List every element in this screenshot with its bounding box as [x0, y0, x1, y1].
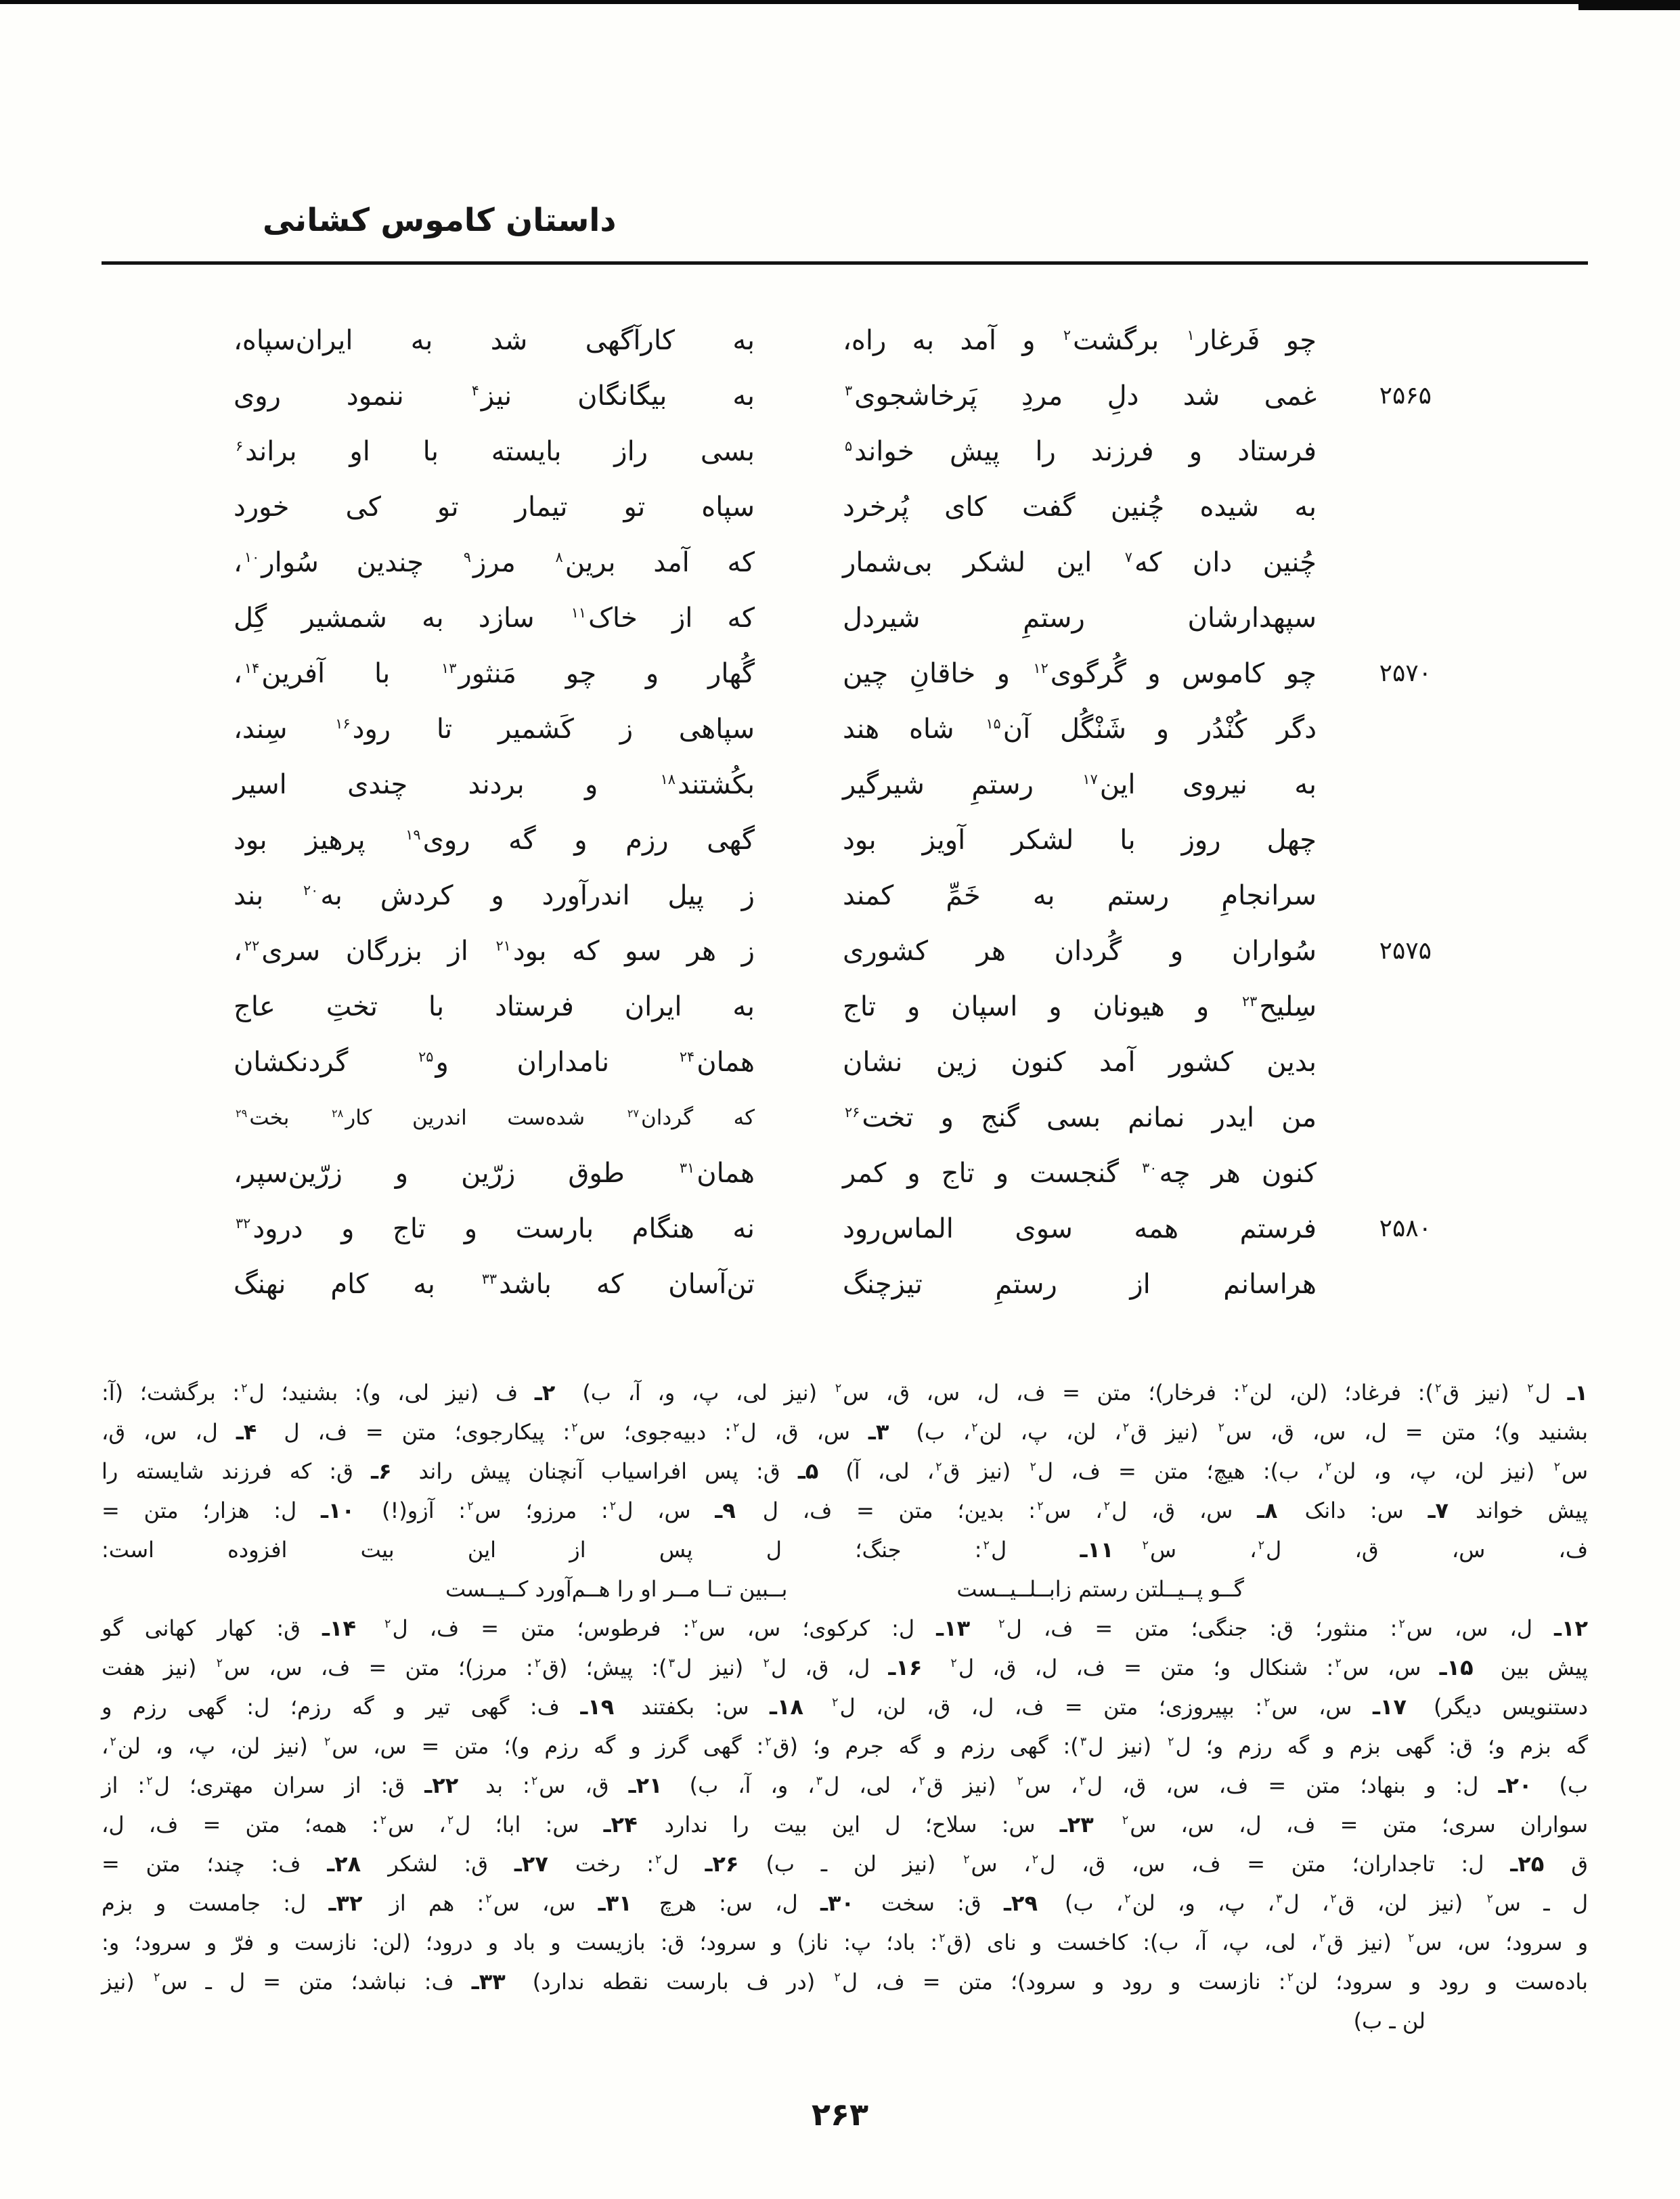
- footnote-line: ۱ـ ل$^۲$ (نیز ق$^۲$): فرغاد؛ (لن، لن$^۲$: فرخار)؛ متن = ف، ل، س، ق، س$^۲$ (نیز لی، پ، و، آ، ب)۲ـ ف (نیز لی، و): بشنید؛ ل$^۲$: برگشت؛ (آ:: [102, 1380, 1589, 1406]
- footnote-marker: ۲: [971, 1421, 978, 1435]
- footnote-marker: ۲: [1330, 1892, 1337, 1907]
- footnote-marker: ۲: [1287, 1971, 1294, 1985]
- hemistich-left: به بیگانگان نیز$^۴$ ننمود روی: [234, 380, 755, 412]
- footnote-marker: ۱۰: [244, 548, 260, 565]
- verse-number: ۲۵۶۵: [1379, 382, 1432, 410]
- footnote-marker: ۲: [950, 1657, 957, 1671]
- hemistich-right: چو فَرغار$^۱$ برگشت$^۲$ و آمد به راه،: [843, 325, 1317, 356]
- footnote-entry-number: ۱ـ: [1567, 1380, 1589, 1406]
- hemistich-left: بسی راز بایسته با او براند$^۶$: [236, 436, 755, 467]
- hemistich-left: به ایران فرستاد با تختِ عاج: [234, 991, 755, 1022]
- footnote-marker: ۲: [146, 1775, 153, 1789]
- verse-number: [1344, 701, 1432, 757]
- footnote-marker: ۲۸: [331, 1106, 344, 1120]
- footnote-entry-number: ۳۰ـ: [820, 1890, 854, 1916]
- hemistich-right: سِلیح$^{۲۳}$ و هیونان و اسپان و تاج: [843, 991, 1317, 1022]
- footnote-entry-number: ۲۶ـ: [705, 1851, 739, 1877]
- scan-corner-artifact: [1578, 0, 1680, 10]
- verse-number: [1344, 812, 1432, 868]
- hemistich-left: سپاهی ز کَشمیر تا رود$^{۱۶}$ سِند،: [234, 714, 755, 745]
- interpolated-verse-right: گــو پــیــلتن رستم زابــلــیــست: [956, 1576, 1244, 1602]
- poem-column-second-hemistichs: [234, 313, 755, 1312]
- verse-number: [1344, 424, 1432, 479]
- footnote-entry-number: ۱۶ـ: [888, 1655, 923, 1680]
- hemistich-right: غمی شد دلِ مردِ پَرخاشجوی$^۳$: [845, 380, 1317, 412]
- hemistich-right: به شیده چُنین گفت کای پُرخرد: [843, 492, 1317, 523]
- footnote-entry-number: ۵ـ: [797, 1458, 819, 1484]
- footnote-marker: ۲۰: [303, 881, 319, 898]
- footnote-marker: ۲: [324, 1735, 331, 1749]
- hemistich-right: هراسانم از رستمِ تیزچنگ: [843, 1269, 1317, 1300]
- footnote-entry-number: ۱۰ـ: [320, 1498, 355, 1523]
- footnote-entry-number: ۳۳ـ: [471, 1969, 506, 1995]
- footnote-marker: ۳: [1080, 1735, 1087, 1749]
- footnote-entry-number: ۲۹ـ: [1003, 1890, 1038, 1916]
- hemistich-right: سپهدارشان رستمِ شیردل: [843, 603, 1317, 634]
- footnote-marker: ۲: [609, 1500, 617, 1514]
- footnote-entry-number: ۱۱ـ: [1080, 1537, 1114, 1563]
- hemistich-left: گهی رزم و گه روی$^{۱۹}$ پرهیز بود: [234, 825, 755, 856]
- footnote-marker: ۲: [765, 1735, 772, 1749]
- footnote-marker: ۲: [1168, 1735, 1174, 1749]
- hemistich-right: به نیروی این$^{۱۷}$ رستمِ شیرگیر: [843, 769, 1317, 800]
- verse-number: [1344, 313, 1432, 368]
- footnote-marker: ۲: [216, 1657, 223, 1671]
- hemistich-right: کنون هر چه$^{۳۰}$ گنجست و تاج و کمر: [843, 1158, 1317, 1189]
- footnote-entry-number: ۲۴ـ: [603, 1812, 638, 1837]
- footnote-entry-number: ۲۱ـ: [628, 1772, 663, 1798]
- verse-number: [1344, 1257, 1432, 1312]
- footnote-entry-number: ۱۲ـ: [1554, 1615, 1589, 1641]
- verse-number: [1344, 1090, 1432, 1146]
- footnote-marker: ۲۶: [845, 1104, 860, 1120]
- footnote-marker: ۱: [1187, 326, 1195, 343]
- footnote-marker: ۲: [1218, 1421, 1224, 1435]
- footnote-marker: ۲۴: [679, 1048, 695, 1065]
- footnote-marker: ۲: [1032, 1853, 1039, 1867]
- footnote-marker: ۷: [1124, 548, 1132, 565]
- footnote-marker: ۲: [380, 1814, 387, 1828]
- hemistich-left: که از خاک$^{۱۱}$ سازد به شمشیر گِل: [234, 603, 755, 634]
- footnote-marker: ۱۱: [571, 604, 587, 621]
- footnote-line: و سرود؛ س، س$^۲$ (نیز ق$^۲$، لی، پ، آ، ب): کاخست و نای (ق$^۲$: باد؛ پ: ناز) و سرود؛ ق: بازیست و باد و درود؛ (لن: نازست و فرّ و سرود؛ و:: [102, 1930, 1589, 1955]
- footnote-entry-number: ۲۵ـ: [1510, 1851, 1545, 1877]
- footnote-marker: ۲: [447, 1814, 454, 1828]
- hemistich-left: نه هنگام بارست و تاج و درود$^{۳۲}$: [236, 1213, 755, 1244]
- footnote-marker: ۲: [1142, 1539, 1149, 1553]
- footnote-marker: ۲: [1319, 1932, 1326, 1946]
- footnote-entry-number: ۲۲ـ: [424, 1772, 459, 1798]
- footnote-marker: ۱۵: [986, 715, 1001, 732]
- hemistich-right: سُواران و گُردان هر کشوری: [843, 936, 1317, 967]
- footnote-entry-number: ۱۵ـ: [1439, 1655, 1474, 1680]
- footnote-marker: ۲: [485, 1892, 492, 1907]
- footnote-entry-number: ۳۲ـ: [328, 1890, 363, 1916]
- interpolated-verse: [102, 1569, 1588, 1609]
- footnote-marker: ۲: [1408, 1932, 1415, 1946]
- footnote-marker: ۲: [571, 1421, 578, 1435]
- verse-number: [1344, 479, 1432, 535]
- footnote-entry-number: ۲ـ: [534, 1380, 556, 1406]
- footnote-marker: ۲: [1122, 1814, 1129, 1828]
- footnote-marker: ۲: [1030, 1460, 1036, 1475]
- footnote-line: سواران سری؛ متن = ف، ل، س، س$^۲$۲۳ـ س: سلاح؛ ل این بیت را ندارد۲۴ـ س: ابا؛ ل$^۲$، س$^۲$: همه؛ متن = ف، ل،: [102, 1812, 1588, 1837]
- footnote-line: ب)۲۰ـ ل: و بنهاد؛ متن = ف، س، ق، ل$^۲$، س$^۲$ (نیز ق$^۲$، لی، ل$^۳$، و، آ، ب)۲۱ـ ق، س$^۲$: بد۲۲ـ ق: از سران مهتری؛ ل$^۲$: از: [102, 1772, 1589, 1798]
- verse-number-column: [1344, 313, 1432, 1312]
- footnote-line: ق۲۵ـ ل: تاجداران؛ متن = ف، س، ق، ل$^۲$، س$^۲$ (نیز لن ـ ب)۲۶ـ ل$^۲$: رخت۲۷ـ ق: لشکر۲۸ـ ف: چند؛ متن =: [102, 1851, 1589, 1877]
- verse-number: ۲۵۸۰: [1379, 1215, 1432, 1242]
- hemistich-right: فرستاد و فرزند را پیش خواند$^۵$: [845, 436, 1317, 467]
- header-rule: [102, 261, 1588, 265]
- footnote-marker: ۲: [1434, 1382, 1442, 1396]
- hemistich-left: همان$^{۲۴}$ نامداران و$^{۲۵}$ گردنکشان: [234, 1047, 755, 1078]
- interpolated-verse-left: بــبین تــا مــر او را هــم‌آورد کــیــست: [445, 1576, 788, 1602]
- footnote-marker: ۲: [1325, 1460, 1332, 1475]
- critical-apparatus-footnotes: [102, 1373, 1588, 2041]
- hemistich-right: چهل روز با لشکر آویز بود: [843, 825, 1317, 856]
- footnote-marker: ۱۶: [335, 715, 351, 732]
- footnote-marker: ۲: [153, 1971, 160, 1985]
- footnote-entry-number: ۲۰ـ: [1498, 1772, 1532, 1798]
- footnote-marker: ۲۹: [236, 1106, 248, 1120]
- footnote-marker: ۱۳: [441, 659, 457, 676]
- verse-number: [1344, 979, 1432, 1035]
- footnote-marker: ۲: [1258, 1539, 1265, 1553]
- footnote-marker: ۲: [1017, 1775, 1023, 1789]
- verse-number: [1344, 1146, 1432, 1201]
- footnote-marker: ۲: [1063, 326, 1071, 343]
- footnote-marker: ۳: [845, 382, 853, 399]
- footnote-marker: ۲۲: [244, 937, 260, 954]
- footnote-marker: ۲: [655, 1853, 662, 1867]
- footnote-marker: ۲: [832, 1696, 839, 1710]
- footnote-entry-number: ۳ـ: [868, 1419, 889, 1445]
- footnote-marker: ۲: [1037, 1500, 1044, 1514]
- verse-number: [1344, 535, 1432, 590]
- footnote-line: ۱۲ـ ل، س، س$^۲$: منثور؛ ق: جنگی؛ متن = ف، ل$^۲$۱۳ـ ل: کرکوی؛ س، س$^۲$: فرطوس؛ متن = ف، ل$^۲$۱۴ـ ق: کهار کهانی گو: [102, 1615, 1589, 1641]
- footnote-marker: ۲: [691, 1617, 698, 1632]
- footnote-marker: ۳: [1276, 1892, 1283, 1907]
- footnote-marker: ۳۳: [481, 1270, 498, 1287]
- footnote-marker: ۲: [1241, 1382, 1248, 1396]
- footnote-line: ل ـ س$^۲$ (نیز لن، ق$^۲$، ل$^۳$، پ، و، لن$^۲$، ب)۲۹ـ ق: سخت۳۰ـ ل، س: هرچ۳۱ـ س، س$^۲$: هم از۳۲ـ ل: جامست و بزم: [102, 1890, 1589, 1916]
- footnote-entry-number: ۲۳ـ: [1059, 1812, 1094, 1837]
- footnote-marker: ۲: [1398, 1617, 1405, 1632]
- footnote-marker: ۲۷: [627, 1106, 640, 1120]
- footnote-marker: ۱۴: [244, 659, 260, 676]
- hemistich-left: همان$^{۳۱}$ طوق زرّین و زرّین‌سپر،: [234, 1158, 755, 1189]
- page-number: ۲۶۳: [811, 2096, 869, 2133]
- footnote-line: باده‌ست و رود و سرود؛ لن$^۲$: نازست و رود و سرود)؛ متن = ف، ل$^۲$ (در ف بارست نقطه ندارد)۳۳ـ ف: نباشد؛ متن = ل ـ س$^۲$ (نیز: [102, 1969, 1589, 1995]
- footnote-entry-number: ۱۳ـ: [936, 1615, 971, 1641]
- footnote-marker: ۲: [467, 1500, 474, 1514]
- footnote-marker: ۲: [935, 1460, 942, 1475]
- footnote-marker: ۲۵: [418, 1048, 434, 1065]
- footnote-marker: ۶: [236, 437, 244, 454]
- hemistich-right: چو کاموس و گُرگوی$^{۱۲}$ و خاقانِ چین: [843, 658, 1317, 689]
- footnote-line: دستنویس دیگر)۱۷ـ س، س$^۲$: بپیروزی؛ متن = ف، ل، ق، لن، ل$^۲$۱۸ـ س: بکفتند۱۹ـ ف: گهی تیر و گه رزم؛ ل: گهی رزم و: [102, 1694, 1589, 1720]
- footnote-marker: ۲: [983, 1539, 990, 1553]
- footnote-entry-number: ۱۸ـ: [770, 1694, 804, 1720]
- footnote-marker: ۲: [110, 1735, 116, 1749]
- footnote-line: پیش خواند۷ـ س: دانک۸ـ س، ق، ل$^۲$، س$^۲$: بدین؛ متن = ف، ل۹ـ س، ل$^۲$: مرزو؛ س$^۲$: آزو(!)۱۰ـ ل: هزار؛ متن =: [102, 1498, 1589, 1523]
- footnote-marker: ۱۲: [1033, 659, 1048, 676]
- footnote-marker: ۵: [845, 437, 853, 454]
- footnote-marker: ۴: [471, 382, 479, 399]
- footnote-marker: ۲: [1122, 1421, 1130, 1435]
- footnote-marker: ۳۱: [679, 1159, 695, 1176]
- footnote-marker: ۹: [463, 548, 471, 565]
- hemistich-right: بدین کشور آمد کنون زین نشان: [843, 1047, 1317, 1078]
- footnote-entry-number: ۳۱ـ: [598, 1890, 632, 1916]
- footnote-marker: ۲: [732, 1421, 740, 1435]
- footnote-marker: ۲: [835, 1382, 842, 1396]
- hemistich-right: دگر کُنْدُر و شَنْگُل آن$^{۱۵}$ شاه هند: [843, 714, 1317, 745]
- footnote-marker: ۲: [763, 1657, 770, 1671]
- hemistich-left: بکُشتند$^{۱۸}$ و بردند چندی اسیر: [234, 769, 755, 800]
- footnote-entry-number: ۱۷ـ: [1372, 1694, 1407, 1720]
- footnote-entry-number: ۸ـ: [1257, 1498, 1278, 1523]
- running-header: داستان کاموس کشانی: [263, 202, 617, 239]
- footnote-marker: ۲: [919, 1775, 925, 1789]
- footnote-marker: ۲: [1079, 1775, 1086, 1789]
- footnote-marker: ۸: [555, 548, 563, 565]
- hemistich-left: گُهار و چو مَنثور$^{۱۳}$ با آفرین$^{۱۴}$،: [234, 658, 755, 689]
- footnote-marker: ۲: [531, 1775, 538, 1789]
- footnote-line: ف، س، ق، ل$^۲$، س$^۲$۱۱ـ ل$^۲$: جنگ؛ ل پس از این بیت افزوده است:: [102, 1537, 1589, 1563]
- scan-edge-artifact: [0, 0, 1680, 4]
- footnote-marker: ۳: [668, 1657, 676, 1671]
- verse-number: ۲۵۷۵: [1379, 937, 1432, 965]
- footnote-line: پیش بین۱۵ـ س، س$^۲$: شنکال و؛ متن = ف، ل، ق، ل$^۲$۱۶ـ ل، ق، ل$^۲$ (نیز ل$^۳$): پیش؛ (ق$^۲$: مرز)؛ متن = ف، س، س$^۲$ (نیز هفت: [102, 1655, 1589, 1680]
- footnote-entry-number: ۲۷ـ: [514, 1851, 548, 1877]
- footnote-line: س$^۲$ (نیز لن، پ، و، لن$^۲$، ب): هیچ؛ متن = ف، ل$^۲$ (نیز ق$^۲$، لی، آ)۵ـ ق: پس افراسیاب آنچنان پیش راند۶ـ ق: که فرزند شایسته را: [102, 1458, 1589, 1484]
- verse-number: [1344, 590, 1432, 646]
- hemistich-right: سرانجامِ رستم به خَمِّ کمند: [843, 880, 1317, 911]
- footnote-entry-number: ۷ـ: [1428, 1498, 1449, 1523]
- footnote-entry-number: ۶ـ: [371, 1458, 392, 1484]
- footnote-marker: ۲: [1335, 1657, 1342, 1671]
- verse-number: [1344, 1035, 1432, 1090]
- footnote-marker: ۳: [816, 1775, 823, 1789]
- hemistich-left: ز هر سو که بود$^{۲۱}$ از بزرگان سری$^{۲۲}$،: [234, 936, 755, 967]
- footnote-marker: ۲: [1264, 1696, 1270, 1710]
- footnote-line: لن ـ ب): [1353, 2008, 1425, 2034]
- footnote-line: بشنید و)؛ متن = ل، س، ق، س$^۲$ (نیز ق$^۲$، لن، پ، لن$^۲$، ب)۳ـ س، ق، ل$^۲$: دبیه‌جوی؛ س$^۲$: پیکارجوی؛ متن = ف، ل۴ـ ل، س، ق،: [102, 1419, 1589, 1445]
- poem-column-first-hemistichs: [843, 313, 1317, 1312]
- footnote-marker: ۲: [241, 1382, 248, 1396]
- hemistich-left: تن‌آسان که باشد$^{۳۳}$ به کام نهنگ: [234, 1269, 755, 1300]
- hemistich-right: چُنین دان که$^۷$ این لشکر بی‌شمار: [843, 547, 1317, 578]
- footnote-marker: ۲: [534, 1657, 541, 1671]
- verse-number: [1344, 868, 1432, 923]
- footnote-marker: ۲: [998, 1617, 1005, 1632]
- footnote-marker: ۲۱: [495, 937, 511, 954]
- hemistich-left: ز پیل اندرآورد و کردش به$^{۲۰}$ بند: [234, 880, 755, 911]
- verse-number: ۲۵۷۰: [1379, 659, 1432, 687]
- footnote-marker: ۳۰: [1142, 1159, 1157, 1176]
- hemistich-left: که آمد برین$^۸$ مرز$^۹$ چندین سُوار$^{۱۰}$،: [234, 547, 755, 578]
- hemistich-right: من ایدر نمانم بسی گنج و تخت$^{۲۶}$: [845, 1102, 1317, 1133]
- verse-number: [1344, 757, 1432, 812]
- footnote-marker: ۲: [1103, 1500, 1111, 1514]
- footnote-entry-number: ۹ـ: [715, 1498, 736, 1523]
- footnote-marker: ۲: [963, 1853, 970, 1867]
- footnote-marker: ۲: [384, 1617, 391, 1632]
- hemistich-left: به کارآگهی شد به ایران‌سپاه،: [234, 325, 755, 356]
- hemistich-left: که گردان$^{۲۷}$ شده‌ست اندرین کار$^{۲۸}$ بخت$^{۲۹}$: [236, 1106, 755, 1130]
- footnote-marker: ۲: [1527, 1382, 1534, 1396]
- hemistich-left: سپاه تو تیمار تو کی خورد: [234, 492, 755, 523]
- footnote-marker: ۳۲: [236, 1215, 251, 1232]
- footnote-marker: ۱۷: [1082, 770, 1098, 787]
- footnote-marker: ۱۸: [660, 770, 676, 787]
- footnote-entry-number: ۱۴ـ: [322, 1615, 356, 1641]
- footnote-marker: ۲: [939, 1932, 946, 1946]
- footnote-line: گه بزم و؛ ق: گهی بزم و گه رزم و؛ ل$^۲$ (نیز ل$^۳$): گهی رزم و گه جرم و؛ (ق$^۲$: گهی گرز و گه رزم و)؛ متن = س، س$^۲$ (نیز لن، پ، و، لن$^۲$،: [102, 1733, 1589, 1759]
- footnote-entry-number: ۲۸ـ: [327, 1851, 361, 1877]
- footnote-marker: ۲: [1486, 1892, 1493, 1907]
- footnote-marker: ۱۹: [405, 826, 421, 843]
- footnote-marker: ۲: [834, 1971, 841, 1985]
- hemistich-right: فرستم همه سوی الماس‌رود: [843, 1213, 1317, 1244]
- footnote-entry-number: ۱۹ـ: [580, 1694, 615, 1720]
- footnote-marker: ۲۳: [1242, 993, 1258, 1009]
- footnote-marker: ۲: [1124, 1892, 1131, 1907]
- footnote-entry-number: ۴ـ: [236, 1419, 257, 1445]
- footnote-marker: ۲: [1553, 1460, 1561, 1475]
